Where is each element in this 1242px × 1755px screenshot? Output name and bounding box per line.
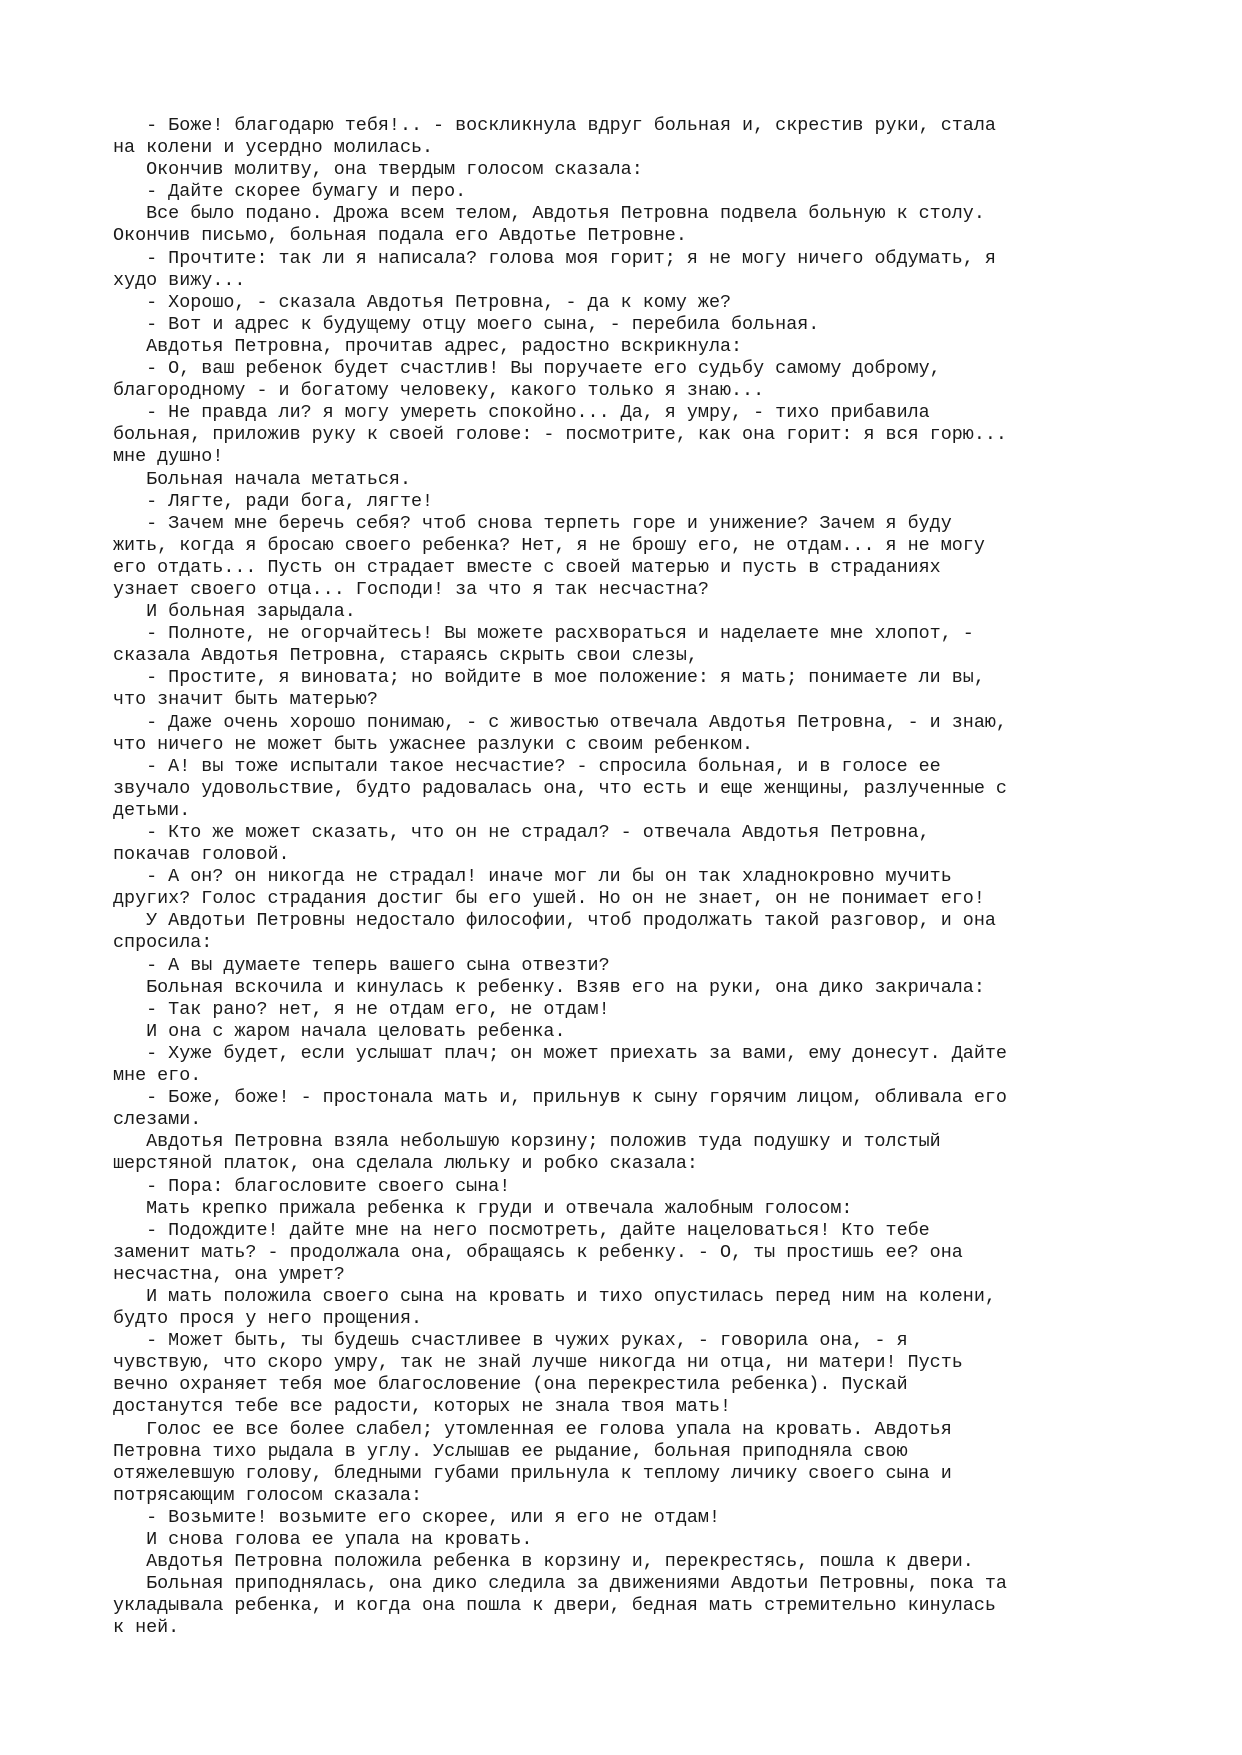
text-line: - Вот и адрес к будущему отцу моего сына, - перебила больная. bbox=[113, 313, 820, 335]
text-line: потрясающим голосом сказала: bbox=[113, 1484, 423, 1506]
text-line: - Хорошо, - сказала Авдотья Петровна, - да к кому же? bbox=[113, 291, 732, 313]
text-line: Авдотья Петровна, прочитав адрес, радостно вскрикнула: bbox=[113, 335, 743, 357]
text-line: Больная начала метаться. bbox=[113, 468, 411, 490]
text-line: отяжелевшую голову, бледными губами прильнула к теплому личику своего сына и bbox=[113, 1462, 952, 1484]
text-line: - Кто же может сказать, что он не страдал? - отвечала Авдотья Петровна, bbox=[113, 822, 930, 843]
text-line: - Полноте, не огорчайтесь! Вы можете расхвораться и наделаете мне хлопот, - bbox=[113, 623, 974, 645]
text-line: Авдотья Петровна положила ребенка в корзину и, перекрестясь, пошла к двери. bbox=[113, 1551, 974, 1573]
text-line: - Простите, я виновата; но войдите в мое положение: я мать; понимаете ли вы, bbox=[113, 667, 985, 689]
text-line: детьми. bbox=[113, 799, 191, 821]
text-line: - А вы думаете теперь вашего сына отвезти? bbox=[113, 954, 610, 976]
text-line: И мать положила своего сына на кровать и тихо опустилась перед ним на колени, bbox=[113, 1285, 996, 1307]
text-line: - Подождите! дайте мне на него посмотреть, дайте нацеловаться! Кто тебе bbox=[113, 1219, 930, 1241]
text-line: Авдотья Петровна взяла небольшую корзину; положив туда подушку и толстый bbox=[113, 1131, 941, 1153]
text-line: худо вижу... bbox=[113, 269, 246, 291]
text-line: заменит мать? - продолжала она, обращаясь к ребенку. - О, ты простишь ее? она bbox=[113, 1241, 963, 1263]
text-line: шерстяной платок, она сделала люльку и робко сказала: bbox=[113, 1153, 698, 1175]
text-line: что значит быть матерью? bbox=[113, 689, 378, 711]
text-line: - Возьмите! возьмите его скорее, или я его не отдам! bbox=[113, 1506, 720, 1528]
text-line: И снова голова ее упала на кровать. bbox=[113, 1529, 533, 1550]
text-line: И больная зарыдала. bbox=[113, 601, 356, 623]
text-line: У Авдотьи Петровны недостало философии, чтоб продолжать такой разговор, и она bbox=[113, 910, 996, 932]
text-line: - Не правда ли? я могу умереть спокойно... Да, я умру, - тихо прибавила bbox=[113, 402, 930, 424]
text-line: жить, когда я бросаю своего ребенка? Нет, я не брошу его, не отдам... я не могу bbox=[113, 534, 985, 556]
text-line: к ней. bbox=[113, 1617, 180, 1639]
text-line: несчастна, она умрет? bbox=[113, 1263, 345, 1285]
text-line: узнает своего отца... Господи! за что я так несчастна? bbox=[113, 578, 709, 600]
text-line: сказала Авдотья Петровна, стараясь скрыть свои слезы, bbox=[113, 645, 698, 667]
text-line: звучало удовольствие, будто радовалась она, что есть и еще женщины, разлученные с bbox=[113, 777, 1007, 799]
text-line: - Лягте, ради бога, лягте! bbox=[113, 490, 434, 512]
text-line: - А он? он никогда не страдал! иначе мог ли бы он так хладнокровно мучить bbox=[113, 866, 952, 888]
text-line: - Хуже будет, если услышат плач; он может приехать за вами, ему донесут. Дайте bbox=[113, 1042, 1007, 1064]
text-line: - Дайте скорее бумагу и перо. bbox=[113, 181, 467, 203]
text-line: спросила: bbox=[113, 932, 213, 954]
text-line: - Боже! благодарю тебя!.. - воскликнула вдруг больная и, скрестив руки, стала bbox=[113, 115, 996, 136]
text-line: - Зачем мне беречь себя? чтоб снова терпеть горе и унижение? Зачем я буду bbox=[113, 512, 952, 534]
text-line: достанутся тебе все радости, которых не знала твоя мать! bbox=[113, 1396, 732, 1418]
text-line: что ничего не может быть ужаснее разлуки с своим ребенком. bbox=[113, 733, 754, 755]
text-line: вечно охраняет тебя мое благословение (она перекрестила ребенка). Пускай bbox=[113, 1374, 908, 1396]
document-text-body bbox=[113, 115, 1133, 1639]
text-line: - Прочтите: так ли я написала? голова моя горит; я не могу ничего обдумать, я bbox=[113, 247, 996, 269]
text-line: чувствую, что скоро умру, так не знай лучше никогда ни отца, ни матери! Пусть bbox=[113, 1352, 963, 1374]
text-line: укладывала ребенка, и когда она пошла к двери, бедная мать стремительно кинулась bbox=[113, 1595, 996, 1617]
text-line: слезами. bbox=[113, 1109, 202, 1131]
text-line: на колени и усердно молилась. bbox=[113, 137, 434, 159]
text-line: будто прося у него прощения. bbox=[113, 1308, 423, 1330]
text-line: мне душно! bbox=[113, 446, 224, 468]
text-line: Голос ее все более слабел; утомленная ее голова упала на кровать. Авдотья bbox=[113, 1418, 952, 1440]
text-line: Окончив молитву, она твердым голосом сказала: bbox=[113, 159, 643, 181]
text-line: Петровна тихо рыдала в углу. Услышав ее рыдание, больная приподняла свою bbox=[113, 1440, 908, 1462]
text-line: - Пора: благословите своего сына! bbox=[113, 1175, 511, 1197]
text-line: - Так рано? нет, я не отдам его, не отдам! bbox=[113, 998, 610, 1020]
text-line: больная, приложив руку к своей голове: - посмотрите, как она горит: я вся горю... bbox=[113, 424, 1007, 446]
text-line: его отдать... Пусть он страдает вместе с своей матерью и пусть в страданиях bbox=[113, 556, 941, 578]
text-line: - Боже, боже! - простонала мать и, прильнув к сыну горячим лицом, обливала его bbox=[113, 1087, 1007, 1109]
text-line: благородному - и богатому человеку, какого только я знаю... bbox=[113, 380, 765, 402]
text-line: мне его. bbox=[113, 1065, 202, 1087]
text-line: Мать крепко прижала ребенка к груди и отвечала жалобным голосом: bbox=[113, 1197, 853, 1219]
text-line: Больная вскочила и кинулась к ребенку. Взяв его на руки, она дико закричала: bbox=[113, 976, 985, 998]
text-line: покачав головой. bbox=[113, 844, 290, 866]
text-line: - Даже очень хорошо понимаю, - с живостью отвечала Авдотья Петровна, - и знаю, bbox=[113, 711, 1007, 733]
text-line: Окончив письмо, больная подала его Авдотье Петровне. bbox=[113, 225, 687, 247]
text-line: других? Голос страдания достиг бы его ушей. Но он не знает, он не понимает его! bbox=[113, 888, 985, 910]
text-line: - Может быть, ты будешь счастливее в чужих руках, - говорила она, - я bbox=[113, 1330, 908, 1352]
text-line: И она с жаром начала целовать ребенка. bbox=[113, 1020, 566, 1042]
text-line: - О, ваш ребенок будет счастлив! Вы поручаете его судьбу самому доброму, bbox=[113, 358, 941, 380]
text-line: - А! вы тоже испытали такое несчастие? - спросила больная, и в голосе ее bbox=[113, 755, 941, 777]
text-line: Все было подано. Дрожа всем телом, Авдотья Петровна подвела больную к столу. bbox=[113, 203, 985, 225]
text-line: Больная приподнялась, она дико следила за движениями Авдотьи Петровны, пока та bbox=[113, 1573, 1007, 1595]
